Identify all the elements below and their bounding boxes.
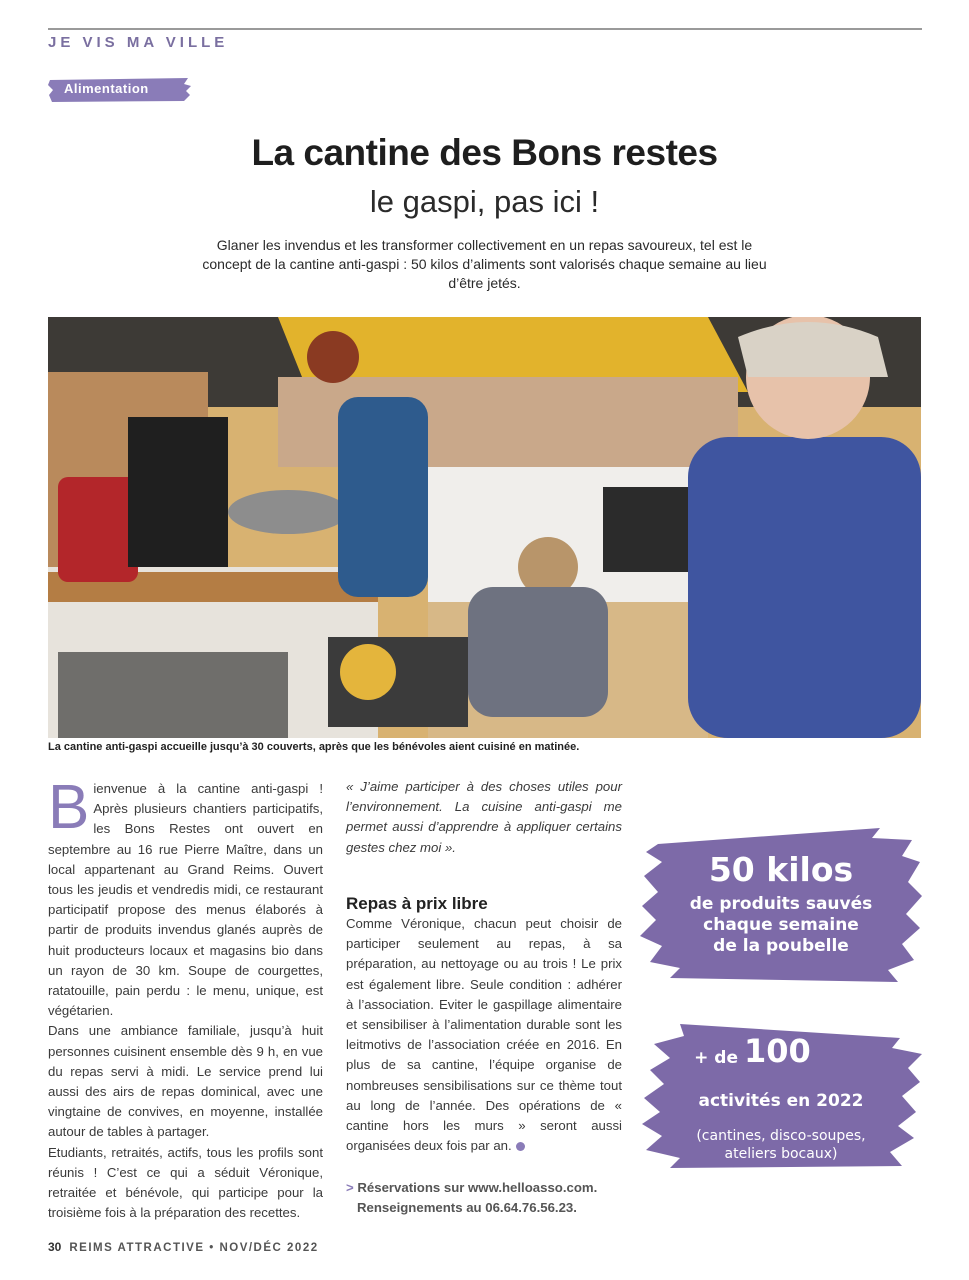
stat-50-line1: de produits sauvés <box>689 894 873 914</box>
paragraph-4: Comme Véronique, chacun peut choisir de participer seulement au repas, à sa préparation, au nettoyage ou au trois ! Le prix est également libre. Seule condition : adhérer à l’association. Eviter le gaspillage alimentaire et sensibiliser à l’alimentation durable sont les leitmotivs de l’association créée en 2016. En plus de sa cantine, l’équipe organise de nombreuses sensibilisations sur ce thème tout au long de l’année. Des opérations de « cantine hors les murs » seront aussi organisées deux fois par an. <box>346 916 622 1154</box>
subheading: Repas à prix libre <box>346 893 488 913</box>
header-rule <box>48 28 922 30</box>
page-footer <box>48 1240 319 1254</box>
reservation-info <box>346 1178 622 1218</box>
article-column-1 <box>48 773 323 1223</box>
section-title: JE VIS MA VILLE <box>48 34 229 51</box>
category-tag <box>48 77 190 101</box>
arrow-icon: > <box>346 1180 354 1196</box>
article-subtitle: le gaspi, pas ici ! <box>369 184 600 219</box>
stat-100-line2: (cantines, disco-soupes, <box>696 1128 866 1144</box>
stat-100-prefix: + de <box>694 1048 738 1068</box>
footer-text: REIMS ATTRACTIVE • NOV/DÉC 2022 <box>69 1242 319 1254</box>
highlight-box-1 <box>640 822 922 984</box>
stat-50-line2: chaque semaine <box>703 915 859 935</box>
quote: « J’aime participer à des choses utiles pour l’environnement. La cuisine anti-gaspi me permet aussi d’apprendre à appliquer certains gestes chez moi ». <box>346 779 622 855</box>
stat-50-kilos: 50 kilos <box>708 850 854 889</box>
stat-50-line3: de la poubelle <box>713 936 849 956</box>
category-tag-label: Alimentation <box>64 81 149 96</box>
drop-cap: B <box>48 773 90 842</box>
paragraph-2: Dans une ambiance familiale, jusqu’à huit personnes cuisinent ensemble dès 9 h, en vue du repas servi à midi. Le service prend lui aussi des airs de repas dominical, avec une vingtaine de convives, en moyenne, installée autour de tables à partager. <box>48 1023 323 1140</box>
contact-line: Renseignements au 06.64.76.56.23. <box>357 1200 577 1216</box>
stat-100-line3: ateliers bocaux) <box>724 1146 838 1162</box>
article-column-2 <box>346 777 622 1218</box>
paragraph-1: ienvenue à la cantine anti-gaspi ! Après plusieurs chantiers participatifs, les Bons Restes ont ouvert en septembre au 16 rue Pierre Maître, dans un local appartenant au Grand Reims. Ouvert tous les jeudis et vendredis midi, ce restaurant participatif propose des menus élaborés à partir de produits invendus glanés auprès de huit producteurs locaux et magasins bio dans un rayon de 30 km. Soupe de courgettes, ratatouille, pain perdu : le menu, unique, est végétarien. <box>48 781 323 1019</box>
kitchen-photo <box>48 317 921 738</box>
photo-caption: La cantine anti-gaspi accueille jusqu’à 30 couverts, après que les bénévoles aient cuisiné en matinée. <box>48 741 580 753</box>
stat-100-line1: activités en 2022 <box>698 1091 864 1111</box>
paragraph-3: Etudiants, retraités, actifs, tous les profils sont réunis ! C’est ce qui a séduit Véronique, retraitée et bénévole, qui participe pour la troisième fois à la préparation des recettes. <box>48 1144 323 1221</box>
page-number: 30 <box>48 1240 62 1254</box>
end-dot-icon <box>516 1142 525 1151</box>
reservation-line: Réservations sur www.helloasso.com. <box>357 1180 598 1196</box>
article-title: La cantine des Bons restes <box>251 132 718 173</box>
article-lede: Glaner les invendus et les transformer collectivement en un repas savoureux, tel est le concept de la cantine anti-gaspi : 50 kilos d’aliments sont valorisés chaque semaine au lieu d’être jetés. <box>202 237 767 291</box>
stat-100: 100 <box>744 1032 811 1070</box>
highlight-box-2 <box>640 1020 922 1170</box>
